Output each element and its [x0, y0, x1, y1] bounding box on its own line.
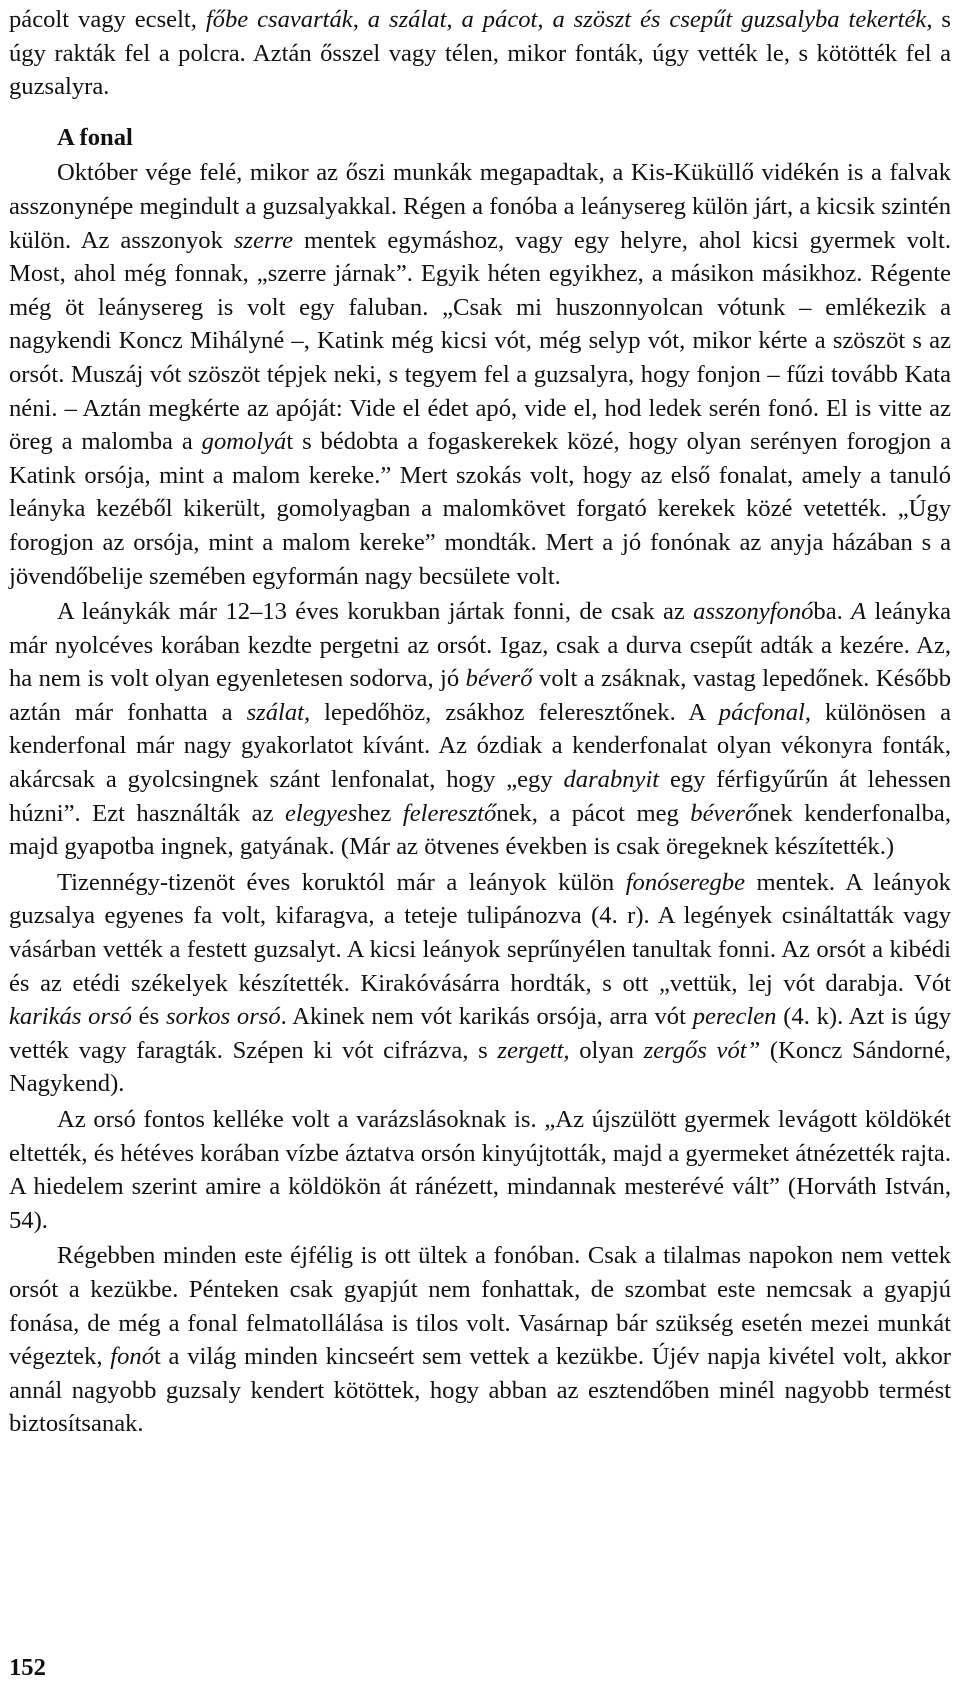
- text-segment: és: [131, 1003, 166, 1031]
- text-segment: s úgy rakták fel a polcra. Aztán ősszel vagy télen, mikor fonták, úgy vették le, s kötötték fel a guzsalyra.: [9, 6, 951, 101]
- italic-text-segment: szálat,: [246, 698, 311, 726]
- page-body: [9, 3, 951, 1441]
- text-segment: t a világ minden kincseért sem vettek a kezükbe. Újév napja kivétel volt, akkor annál nagyobb guzsaly kendert kötöttek, hogy abban az esztendőben minél nagyobb termést biztosítsanak.: [9, 1343, 951, 1438]
- paragraph-spinning-taboos: [9, 1239, 951, 1441]
- text-segment: pácolt vagy ecselt,: [9, 6, 206, 33]
- italic-text-segment: karikás orsó: [9, 1003, 132, 1031]
- text-segment: Az orsó fontos kelléke volt a varázslásoknak is. „Az újszülött gyermek levágott köldökét eltették, és hétéves korában vízbe áztatva orsón kinyújtották, majd a gyermeket átnézették rajta. A hiedelem szerint amire a köldökön át ránézett, mindannak mesterévé vált” (Horváth István, 54).: [9, 1106, 951, 1234]
- italic-text-segment: fonó: [110, 1343, 154, 1371]
- text-segment: hez: [357, 799, 403, 827]
- paragraph-continuation: [9, 3, 951, 104]
- italic-text-segment: gomolyá: [201, 428, 287, 456]
- section-title: A fonal: [57, 123, 133, 151]
- text-segment: (4. k). Azt is úgy vették vagy faragták. Szépen ki vót cifrázva, s: [9, 1003, 951, 1064]
- italic-text-segment: asszonyfonó: [693, 598, 814, 626]
- page-number: 152: [9, 1654, 46, 1681]
- italic-text-segment: zergős vót”: [643, 1036, 761, 1064]
- italic-text-segment: zergett,: [497, 1036, 570, 1064]
- text-segment: . Akinek nem vót karikás orsója, arra vót: [280, 1003, 693, 1031]
- text-segment: nek kenderfonalba, majd gyapotba ingnek, gatyának. (Már az ötvenes években is csak öregeknek készítették.): [9, 799, 951, 861]
- text-segment: olyan: [569, 1036, 644, 1064]
- text-segment: A leánykák már 12–13 éves korukban jártak fonni, de csak az: [57, 598, 694, 626]
- text-segment: mentek egymáshoz, vagy egy helyre, ahol kicsi gyermek volt. Most, ahol még fonnak, „szerre járnak”. Egyik héten egyikhez, a másikon másikhoz. Régente még öt leánysereg is volt egy faluban. „Csak mi huszonnyolcan vótunk – emlékezik a nagykendi Koncz Mihályné –, Katink még kicsi vót, még selyp vót, mikor kérte a szöszöt s az orsót. Muszáj vót szöszöt tépjek neki, s tegyem fel a guzsalyra, hogy fonjon – fűzi tovább Kata néni. – Aztán megkérte az apóját: Vide el édet apó, vide el, hod ledek serén fonó. El is vitte az öreg a malomba a: [9, 226, 951, 456]
- text-segment: Tizennégy-tizenöt éves koruktól már a leányok külön: [57, 868, 626, 896]
- italic-text-segment: darabnyit: [563, 766, 660, 794]
- italic-text-segment: A: [851, 598, 867, 626]
- text-segment: (Koncz Sándorné, Nagykend).: [9, 1036, 952, 1098]
- text-segment: ba.: [813, 598, 852, 626]
- paragraph-spindle-magic: [9, 1103, 951, 1237]
- italic-text-segment: fonóseregbe: [625, 868, 745, 896]
- italic-text-segment: szerre: [233, 226, 294, 254]
- text-segment: nek, a pácot meg: [496, 799, 691, 827]
- italic-text-segment: pereclen: [692, 1003, 777, 1031]
- text-segment: különösen a kenderfonal már nagy gyakorlatot kívánt. Az ózdiak a kenderfonalat olyan vékonyra fonták, akárcsak a gyolcsingnek szánt lenfonalat, hogy „egy: [9, 698, 951, 794]
- italic-text-segment: béverő: [690, 799, 758, 827]
- italic-text-segment: elegyes: [284, 799, 358, 827]
- text-segment: Régebben minden este éjfélig is ott ültek a fonóban. Csak a tilalmas napokon nem vettek orsót a kezükbe. Pénteken csak gyapjút nem fonhattak, de szombat este nemcsak a gyapjú fonása, de még a fonal felmatollálása is tilos volt. Vasárnap bár szükség esetén mezei munkát végeztek,: [9, 1242, 951, 1371]
- italic-text-segment: béverő: [465, 665, 533, 693]
- italic-text-segment: főbe csavarták, a szálat, a pácot, a szöszt és csepűt guzsalyba tekerték,: [205, 6, 933, 33]
- italic-text-segment: sorkos orsó: [165, 1003, 281, 1031]
- paragraph-girls-spinning: [9, 595, 951, 864]
- text-segment: lepedőhöz, zsákhoz feleresztőnek. A: [310, 698, 719, 726]
- italic-text-segment: pácfonal,: [718, 698, 811, 726]
- text-segment: volt a zsáknak, vastag lepedőnek. Később aztán már fonhatta a: [9, 665, 951, 726]
- text-segment: leányka már nyolcéves korában kezdte pergetni az orsót. Igaz, csak a durva csepűt adták a kezére. Az, ha nem is volt olyan egyenletesen sodorva, jó: [9, 598, 951, 693]
- text-segment: egy férfigyűrűn át lehessen húzni”. Ezt használták az: [9, 766, 951, 827]
- text-segment: t s bédobta a fogaskerekek közé, hogy olyan serényen forogjon a Katink orsója, mint a malom kereke.” Mert szokás volt, hogy az első fonalat, amely a tanuló leányka kezéből kikerült, gomolyagban a malomkövet forgató kerekek közé vetették. „Úgy forogjon az orsója, mint a malom kereke” mondták. Mert a jó fonónak az anyja házában s a jövendőbelije szemében egyformán nagy becsülete volt.: [9, 428, 951, 590]
- text-segment: Október vége felé, mikor az őszi munkák megapadtak, a Kis-Küküllő vidékén is a falvak asszonynépe megindult a guzsalyakkal. Régen a fonóba a leánysereg külön járt, a kicsik szintén külön. Az asszonyok: [9, 159, 951, 254]
- text-segment: mentek. A leányok guzsalya egyenes fa volt, kifaragva, a teteje tulipánozva (4. r). A legények csináltatták vagy vásárban vették a festett guzsalyt. A kicsi leányok seprűnyélen tanultak fonni. Az orsót a kibédi és az etédi székelyek készítették. Kirakóvásárra hordták, s ott „vettük, lej vót darabja. Vót: [9, 868, 951, 997]
- paragraph-distaff: [9, 866, 951, 1101]
- italic-text-segment: feleresztő: [402, 799, 497, 827]
- paragraph-fonal-intro: [9, 156, 951, 593]
